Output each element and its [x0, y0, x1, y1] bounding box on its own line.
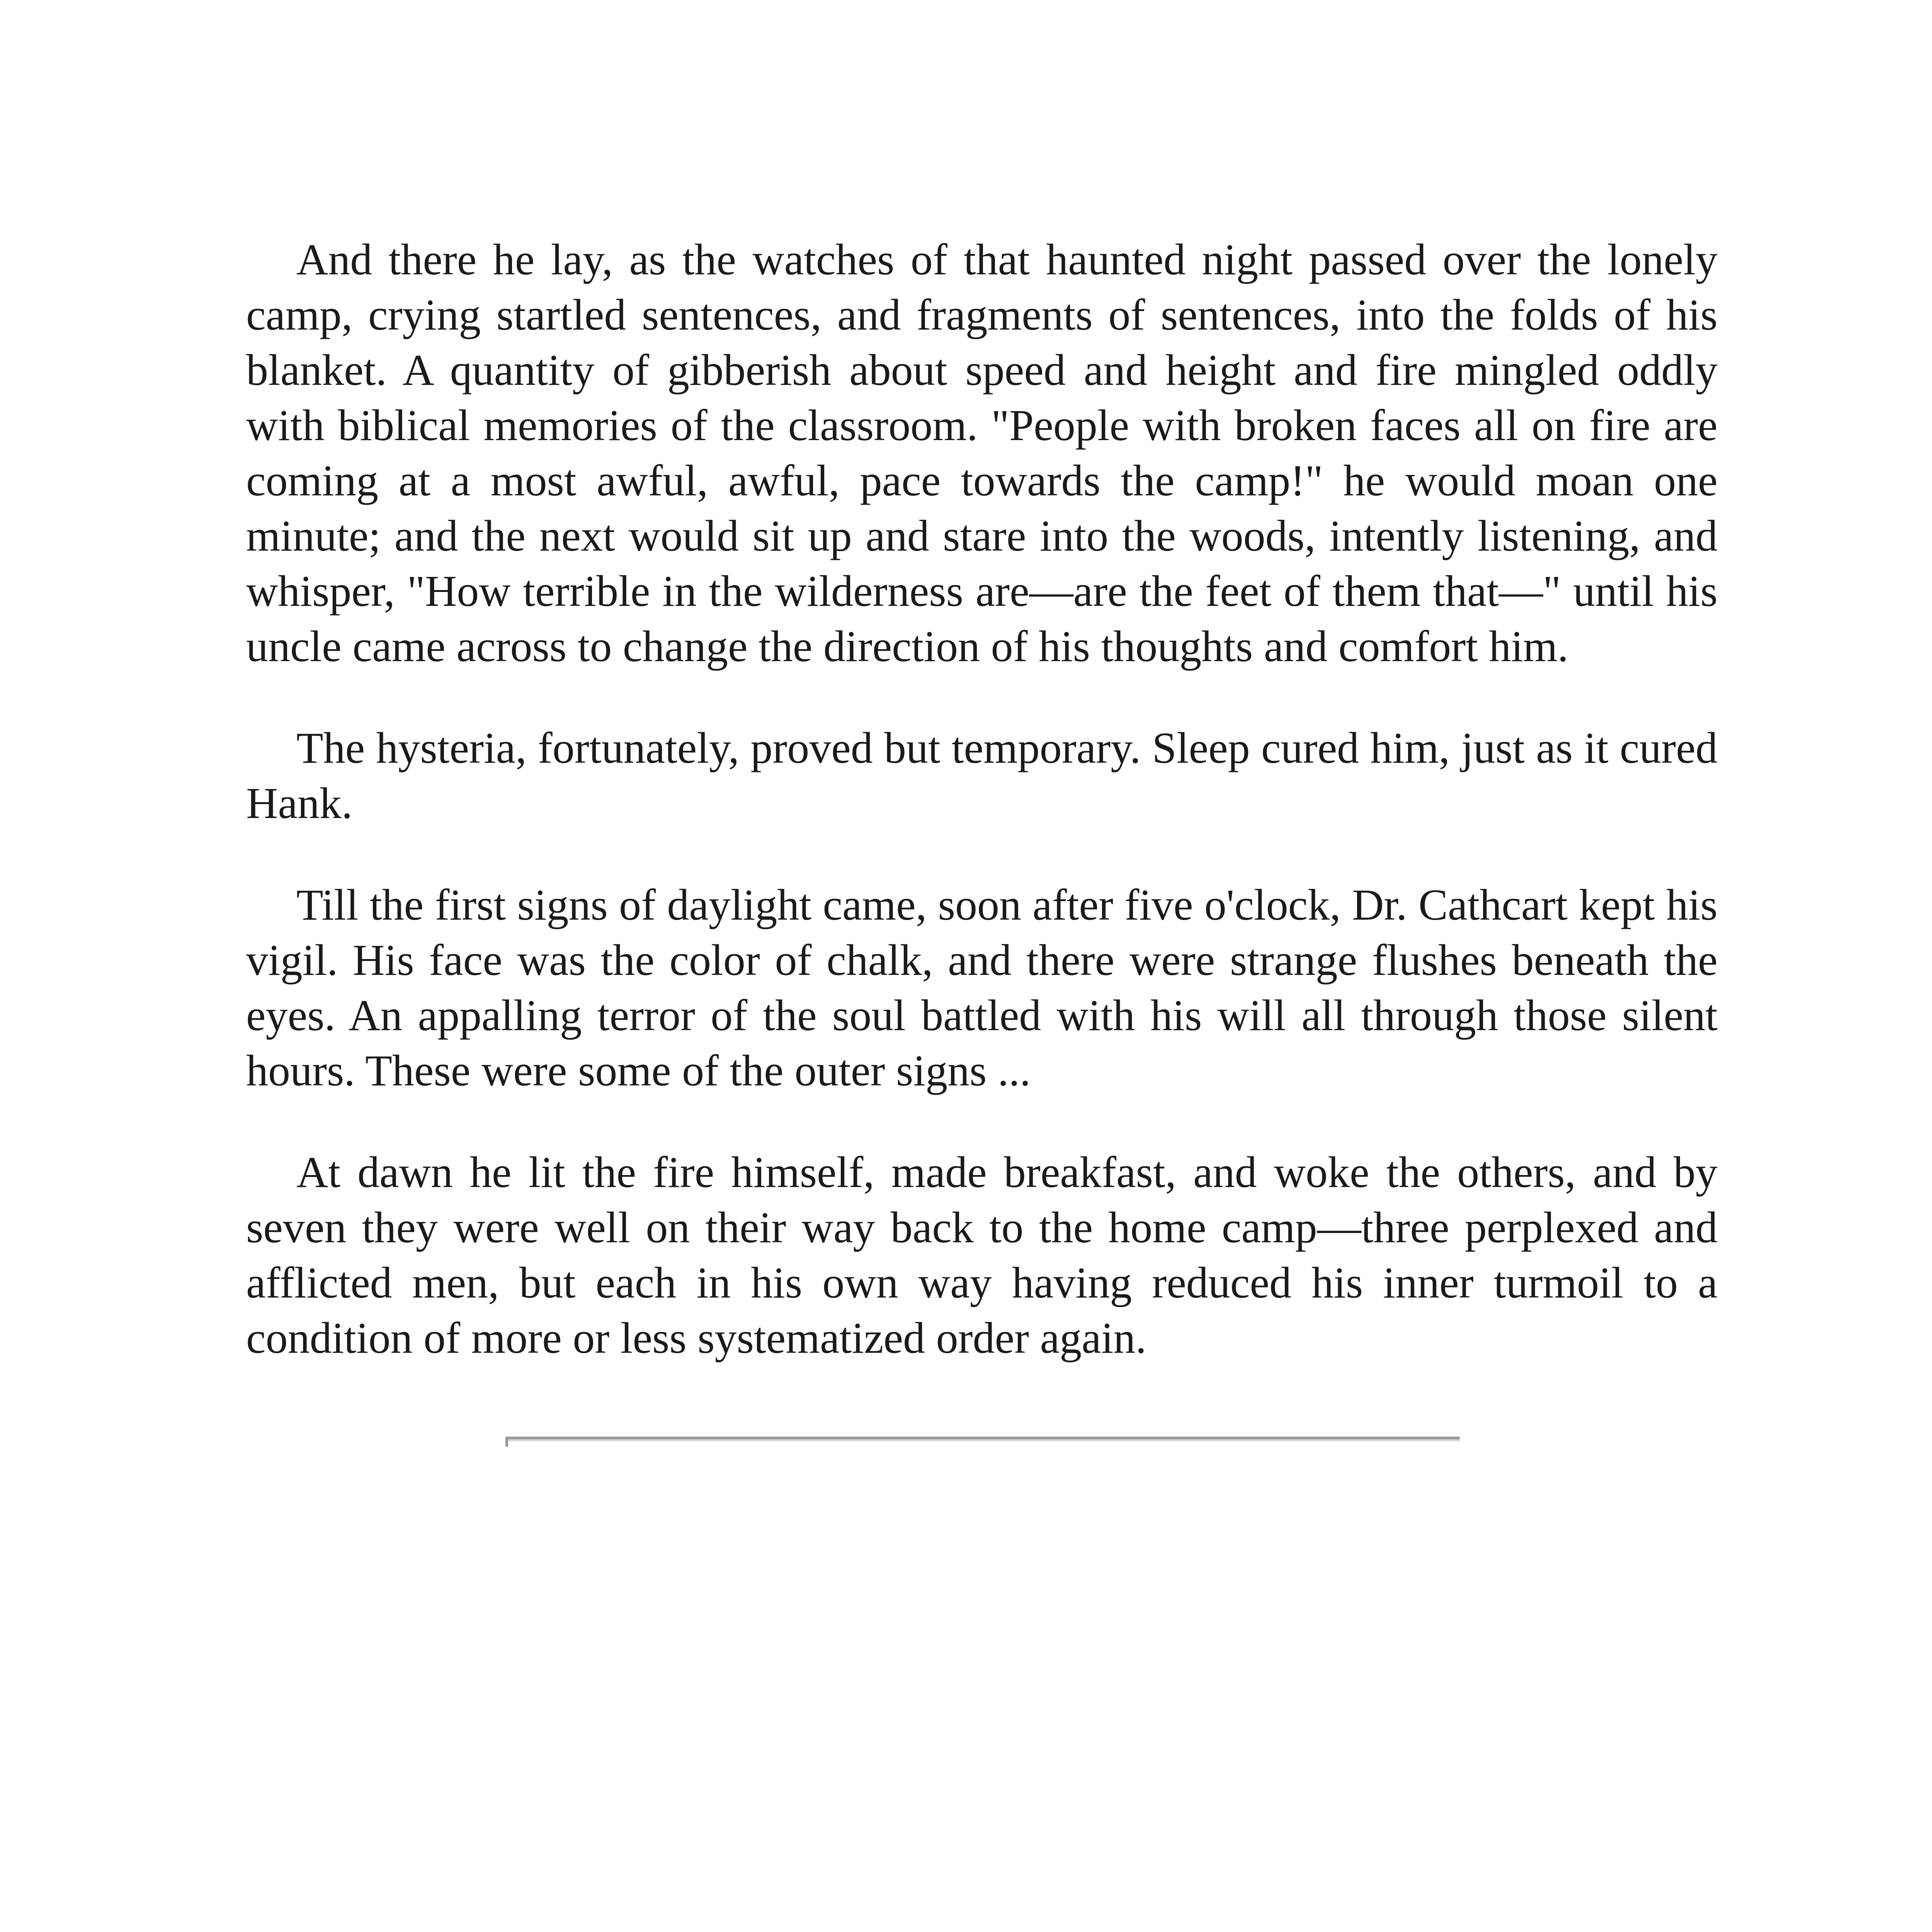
paragraph-1: And there he lay, as the watches of that haunted night passed over the lonely camp, crying startled sentences, and fragments of sentences, into the folds of his blanket. A quantity of gibberish about speed and height and fire mingled oddly with biblical memories of the classroom. "People with broken faces all on fire are coming at a most awful, awful, pace towards the camp!" he would moan one minute; and the next would sit up and stare into the woods, intently listening, and whisper, "How terrible in the wilderness are—are the feet of them that—" until his uncle came across to change the direction of his thoughts and comfort him.: [246, 235, 1718, 671]
section-divider-cap: [505, 1437, 508, 1447]
section-divider-rule: [505, 1437, 1460, 1441]
paragraph-4: At dawn he lit the fire himself, made breakfast, and woke the others, and by seven they were well on their way back to the home camp—three perplexed and afflicted men, but each in his own way having reduced his inner turmoil to a condition of more or less systematized order again.: [246, 1148, 1718, 1362]
page-text-block: [246, 232, 1718, 1412]
paragraph-3: Till the first signs of daylight came, soon after five o'clock, Dr. Cathcart kept his vigil. His face was the color of chalk, and there were strange flushes beneath the eyes. An appalling terror of the soul battled with his will all through those silent hours. These were some of the outer signs ...: [246, 880, 1718, 1095]
paragraph-2: The hysteria, fortunately, proved but temporary. Sleep cured him, just as it cured Hank.: [246, 723, 1718, 828]
